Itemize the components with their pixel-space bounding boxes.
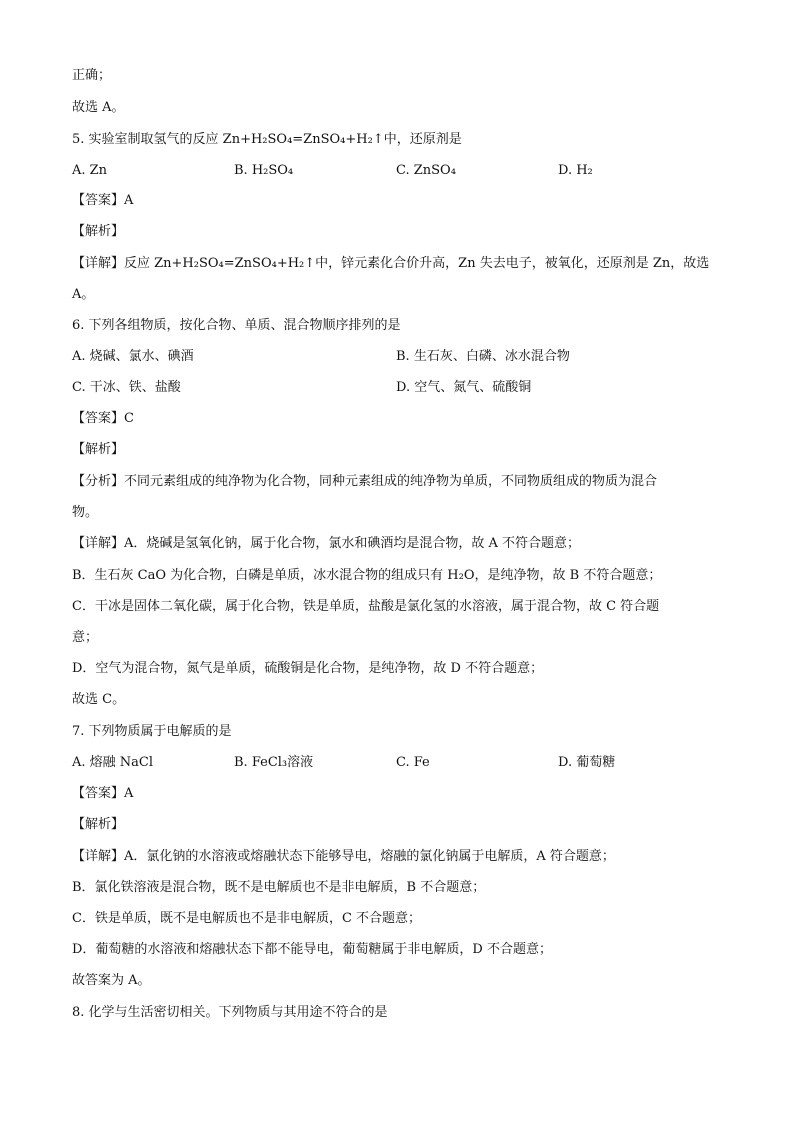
analysis-label: 【解析】 bbox=[72, 442, 125, 457]
explanation-text: B．氯化铁溶液是混合物，既不是电解质也不是非电解质，B 不合题意； bbox=[72, 880, 486, 895]
text-line: 故选 A。 bbox=[72, 100, 125, 115]
explanation-text: 意； bbox=[72, 630, 99, 645]
explanation-text: 【详解】A．烧碱是氢氧化钠，属于化合物，氯水和碘酒均是混合物，故 A 不符合题意； bbox=[72, 536, 581, 551]
q5-option-c: C. ZnSO₄ bbox=[396, 163, 456, 178]
conclusion-text: 故选 C。 bbox=[72, 692, 126, 707]
answer-label: 【答案】A bbox=[72, 786, 134, 801]
q6-option-b: B. 生石灰、白磷、冰水混合物 bbox=[396, 349, 570, 364]
q6-option-a: A. 烧碱、氯水、碘酒 bbox=[72, 349, 194, 364]
question-5-stem: 5. 实验室制取氢气的反应 Zn+H₂SO₄=ZnSO₄+H₂↑中，还原剂是 bbox=[72, 132, 462, 147]
q5-option-a: A. Zn bbox=[72, 163, 108, 178]
question-7-stem: 7. 下列物质属于电解质的是 bbox=[72, 724, 232, 739]
explanation-text: C．铁是单质，既不是电解质也不是非电解质，C 不合题意； bbox=[72, 911, 422, 926]
q5-option-d: D. H₂ bbox=[558, 163, 593, 178]
question-6-stem: 6. 下列各组物质，按化合物、单质、混合物顺序排列的是 bbox=[72, 318, 401, 333]
q6-option-d: D. 空气、氮气、硫酸铜 bbox=[396, 380, 532, 395]
explanation-text: B．生石灰 CaO 为化合物，白磷是单质，冰水混合物的组成只有 H₂O，是纯净物，故 B 不符合题意； bbox=[72, 568, 662, 583]
explanation-text: A。 bbox=[72, 287, 95, 302]
analysis-text: 【分析】不同元素组成的纯净物为化合物，同种元素组成的纯净物为单质，不同物质组成的物质为混合 bbox=[72, 474, 658, 489]
explanation-text: D．葡萄糖的水溶液和熔融状态下都不能导电，葡萄糖属于非电解质，D 不合题意； bbox=[72, 942, 552, 957]
answer-label: 【答案】C bbox=[72, 411, 134, 426]
answer-label: 【答案】A bbox=[72, 193, 134, 208]
conclusion-text: 故答案为 A。 bbox=[72, 973, 151, 988]
q7-option-d: D. 葡萄糖 bbox=[558, 755, 616, 770]
text-line: 正确； bbox=[72, 68, 112, 83]
q6-option-c: C. 干冰、铁、盐酸 bbox=[72, 380, 181, 395]
q7-option-a: A. 熔融 NaCl bbox=[72, 755, 154, 770]
q7-option-c: C. Fe bbox=[396, 755, 430, 770]
explanation-text: C．干冰是固体二氧化碳，属于化合物，铁是单质，盐酸是氯化氢的水溶液，属于混合物，故 C 符合题 bbox=[72, 599, 660, 614]
analysis-text: 物。 bbox=[72, 505, 99, 520]
analysis-label: 【解析】 bbox=[72, 224, 125, 239]
explanation-text: 【详解】反应 Zn+H₂SO₄=ZnSO₄+H₂↑中，锌元素化合价升高，Zn 失去电子，被氧化，还原剂是 Zn，故选 bbox=[72, 256, 710, 271]
q5-option-b: B. H₂SO₄ bbox=[234, 163, 294, 178]
q7-option-b: B. FeCl₃溶液 bbox=[234, 755, 314, 770]
analysis-label: 【解析】 bbox=[72, 817, 125, 832]
explanation-text: 【详解】A．氯化钠的水溶液或熔融状态下能够导电，熔融的氯化钠属于电解质，A 符合题意； bbox=[72, 849, 615, 864]
question-8-stem: 8. 化学与生活密切相关。下列物质与其用途不符合的是 bbox=[72, 1005, 388, 1020]
explanation-text: D．空气为混合物，氮气是单质，硫酸铜是化合物，是纯净物，故 D 不符合题意； bbox=[72, 661, 544, 676]
